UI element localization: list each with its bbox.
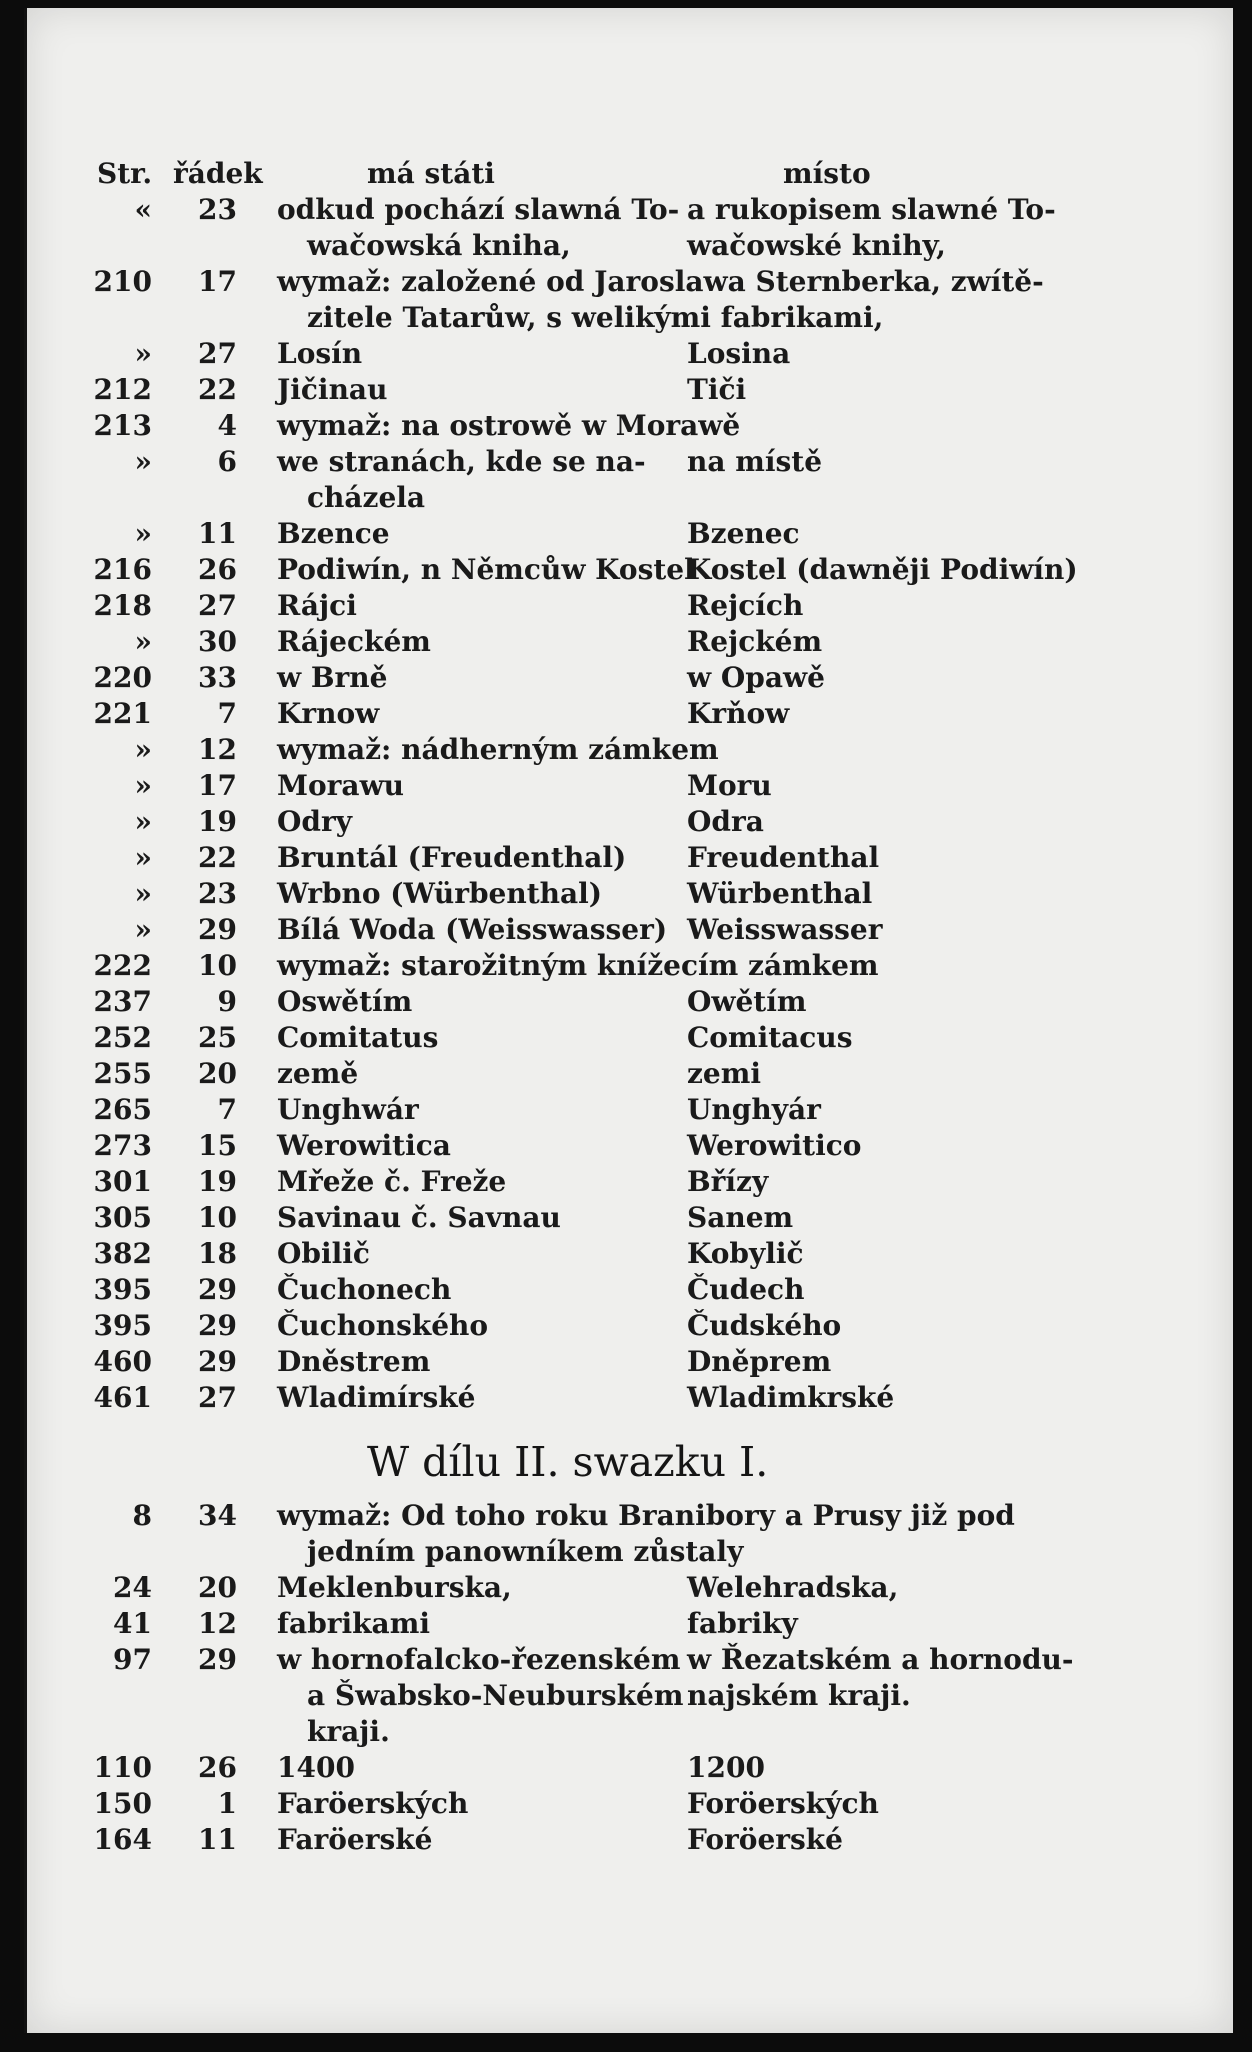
page-number: » [134,445,152,478]
page-number: » [134,877,152,910]
wrong-reading: wačowské knihy, [687,229,946,262]
line-number: 19 [198,1165,237,1198]
wrong-reading: najském kraji. [687,1679,911,1712]
line-number: 29 [198,913,237,946]
correct-reading: Meklenburska, [277,1571,512,1604]
correct-reading: Jičinau [277,373,388,406]
line-number: 26 [198,553,237,586]
errata-row [27,624,1233,660]
errata-row [27,804,1233,840]
errata-page [24,8,1233,2033]
page-number: » [134,337,152,370]
page-number: » [134,625,152,658]
correct-reading: w Brně [277,661,388,694]
page-number: « [134,193,152,226]
correct-reading: Werowitica [277,1129,451,1162]
header-row: řádek [173,157,263,190]
errata-row [27,948,1233,984]
errata-row [27,660,1233,696]
header-page: Str. [97,157,153,190]
errata-row [27,984,1233,1020]
page-number: » [134,841,152,874]
line-number: 22 [198,373,237,406]
errata-row [27,768,1233,804]
errata-row [27,1570,1233,1606]
errata-row [27,480,1233,516]
correct-reading: Unghwár [277,1093,419,1126]
correct-reading: Bílá Woda (Weisswasser) [277,913,668,946]
correct-reading: Podiwín, n Němcůw Kostel [277,553,695,586]
correct-reading: Rájeckém [277,625,431,658]
correct-reading: Bzence [277,517,390,550]
line-number: 17 [198,769,237,802]
errata-row [27,264,1233,300]
page-number: 301 [93,1165,152,1198]
errata-header [27,156,1233,192]
correct-reading: kraji. [307,1715,390,1748]
line-number: 25 [198,1021,237,1054]
wrong-reading: Kostel (dawněji Podiwín) [687,553,1078,586]
line-number: 11 [198,1823,237,1856]
line-number: 30 [198,625,237,658]
errata-row [27,1164,1233,1200]
wrong-reading: Čudech [687,1273,805,1306]
line-number: 10 [198,949,237,982]
correct-reading: Dněstrem [277,1345,431,1378]
errata-row [27,1200,1233,1236]
wrong-reading: w Řezatském a hornodu- [687,1643,1074,1676]
page-number: 395 [93,1309,152,1342]
correct-reading: wymaž: Od toho roku Branibory a Prusy již pod [277,1499,1015,1532]
correct-reading: Faröerské [277,1823,433,1856]
line-number: 20 [198,1057,237,1090]
page-number: 220 [93,661,152,694]
errata-row [27,1380,1233,1416]
wrong-reading: Moru [687,769,772,802]
line-number: 12 [198,1607,237,1640]
wrong-reading: na místě [687,445,823,478]
line-number: 7 [217,1093,237,1126]
page-number: 252 [93,1021,152,1054]
correct-reading: Bruntál (Freudenthal) [277,841,627,874]
correct-reading: Wladimírské [277,1381,476,1414]
line-number: 6 [217,445,237,478]
errata-row [27,300,1233,336]
wrong-reading: Čudského [687,1309,842,1342]
wrong-reading: Břízy [687,1165,769,1198]
page-number: 305 [93,1201,152,1234]
wrong-reading: Comitacus [687,1021,853,1054]
errata-row [27,408,1233,444]
line-number: 9 [217,985,237,1018]
errata-row [27,1128,1233,1164]
page-number: 265 [93,1093,152,1126]
wrong-reading: Krňow [687,697,790,730]
errata-row [27,876,1233,912]
errata-row [27,1236,1233,1272]
correct-reading: w hornofalcko-řezenském [277,1643,681,1676]
correct-reading: Faröerských [277,1787,469,1820]
errata-row [27,1678,1233,1714]
line-number: 19 [198,805,237,838]
wrong-reading: Foröerských [687,1787,879,1820]
errata-row [27,1786,1233,1822]
errata-row [27,1822,1233,1858]
correct-reading: Čuchonech [277,1273,452,1306]
page-number: 218 [93,589,152,622]
page-number: 382 [93,1237,152,1270]
wrong-reading: Bzenec [687,517,800,550]
page-number: 237 [93,985,152,1018]
page-number: 212 [93,373,152,406]
page-number: 216 [93,553,152,586]
wrong-reading: Unghyár [687,1093,821,1126]
wrong-reading: Rejckém [687,625,823,658]
page-number: 460 [93,1345,152,1378]
page-number: 24 [113,1571,152,1604]
correct-reading: wymaž: na ostrowě w Morawě [277,409,741,442]
wrong-reading: zemi [687,1057,761,1090]
errata-row [27,372,1233,408]
errata-row [27,1344,1233,1380]
page-number: » [134,913,152,946]
correct-reading: we stranách, kde se na- [277,445,646,478]
line-number: 34 [198,1499,237,1532]
line-number: 29 [198,1309,237,1342]
page-number: 41 [113,1607,152,1640]
page-number: 222 [93,949,152,982]
wrong-reading: Tiči [687,373,747,406]
line-number: 11 [198,517,237,550]
page-number: 255 [93,1057,152,1090]
wrong-reading: Welehradska, [687,1571,899,1604]
correct-reading: Morawu [277,769,405,802]
errata-row [27,516,1233,552]
correct-reading: Čuchonského [277,1309,489,1342]
errata-row [27,336,1233,372]
correct-reading: zitele Tatarůw, s welikými fabrikami, [307,301,884,334]
page-number: 221 [93,697,152,730]
wrong-reading: Freudenthal [687,841,880,874]
wrong-reading: Kobylič [687,1237,804,1270]
errata-row [27,840,1233,876]
line-number: 26 [198,1751,237,1784]
page-number: 461 [93,1381,152,1414]
correct-reading: Wrbno (Würbenthal) [277,877,603,910]
wrong-reading: w Opawě [687,661,825,694]
correct-reading: cházela [307,481,426,514]
correct-reading: wačowská kniha, [307,229,571,262]
wrong-reading: Foröerské [687,1823,843,1856]
line-number: 15 [198,1129,237,1162]
wrong-reading: Sanem [687,1201,794,1234]
line-number: 29 [198,1643,237,1676]
wrong-reading: a rukopisem slawné To- [687,193,1056,226]
correct-reading: Obilič [277,1237,370,1270]
line-number: 4 [217,409,237,442]
line-number: 7 [217,697,237,730]
correct-reading: Krnow [277,697,380,730]
line-number: 12 [198,733,237,766]
correct-reading: a Šwabsko-Neuburském [307,1679,684,1712]
errata-row [27,228,1233,264]
page-number: 210 [93,265,152,298]
errata-row [27,1308,1233,1344]
correct-reading: wymaž: starožitným knížecím zámkem [277,949,879,982]
wrong-reading: Owětím [687,985,807,1018]
errata-row [27,552,1233,588]
line-number: 23 [198,877,237,910]
line-number: 18 [198,1237,237,1270]
errata-row [27,444,1233,480]
wrong-reading: Wladimkrské [687,1381,895,1414]
errata-row [27,1534,1233,1570]
wrong-reading: Werowitico [687,1129,862,1162]
page-number: 97 [113,1643,152,1676]
line-number: 27 [198,589,237,622]
correct-reading: Oswětím [277,985,413,1018]
errata-row [27,1498,1233,1534]
errata-row [27,1020,1233,1056]
header-correct: má státi [367,157,495,190]
correct-reading: Odry [277,805,352,838]
page-number: » [134,769,152,802]
page-number: » [134,733,152,766]
correct-reading: wymaž: nádherným zámkem [277,733,719,766]
errata-row [27,1642,1233,1678]
errata-row [27,1714,1233,1750]
correct-reading: fabrikami [277,1607,430,1640]
correct-reading: Comitatus [277,1021,439,1054]
correct-reading: Savinau č. Savnau [277,1201,561,1234]
errata-row [27,1606,1233,1642]
page-number: 213 [93,409,152,442]
section2-heading: W dílu II. swazku I. [367,1438,769,1486]
page-number: 110 [93,1751,152,1784]
line-number: 27 [198,1381,237,1414]
errata-row [27,912,1233,948]
wrong-reading: Odra [687,805,764,838]
wrong-reading: Würbenthal [687,877,873,910]
wrong-reading: Weisswasser [687,913,883,946]
wrong-reading: Losina [687,337,791,370]
page-number: 164 [93,1823,152,1856]
line-number: 20 [198,1571,237,1604]
page-number: » [134,517,152,550]
correct-reading: jedním panowníkem zůstaly [307,1535,744,1568]
wrong-reading: Dněprem [687,1345,832,1378]
line-number: 17 [198,265,237,298]
line-number: 33 [198,661,237,694]
correct-reading: Losín [277,337,363,370]
errata-row [27,732,1233,768]
line-number: 29 [198,1345,237,1378]
errata-row [27,1092,1233,1128]
page-number: 395 [93,1273,152,1306]
wrong-reading: 1200 [687,1751,765,1784]
correct-reading: odkud pochází slawná To- [277,193,680,226]
wrong-reading: fabriky [687,1607,798,1640]
page-number: » [134,805,152,838]
errata-row [27,696,1233,732]
wrong-reading: Rejcích [687,589,804,622]
line-number: 23 [198,193,237,226]
line-number: 22 [198,841,237,874]
line-number: 1 [217,1787,237,1820]
errata-row [27,588,1233,624]
correct-reading: Mřeže č. Freže [277,1165,507,1198]
line-number: 29 [198,1273,237,1306]
page-number: 273 [93,1129,152,1162]
errata-row [27,1272,1233,1308]
correct-reading: 1400 [277,1751,355,1784]
correct-reading: země [277,1057,359,1090]
header-wrong: místo [783,157,871,190]
errata-row [27,1750,1233,1786]
page-number: 150 [93,1787,152,1820]
errata-row [27,192,1233,228]
line-number: 10 [198,1201,237,1234]
errata-row [27,1056,1233,1092]
line-number: 27 [198,337,237,370]
page-number: 8 [132,1499,152,1532]
correct-reading: Rájci [277,589,357,622]
correct-reading: wymaž: založené od Jaroslawa Sternberka, zwítě- [277,265,1044,298]
